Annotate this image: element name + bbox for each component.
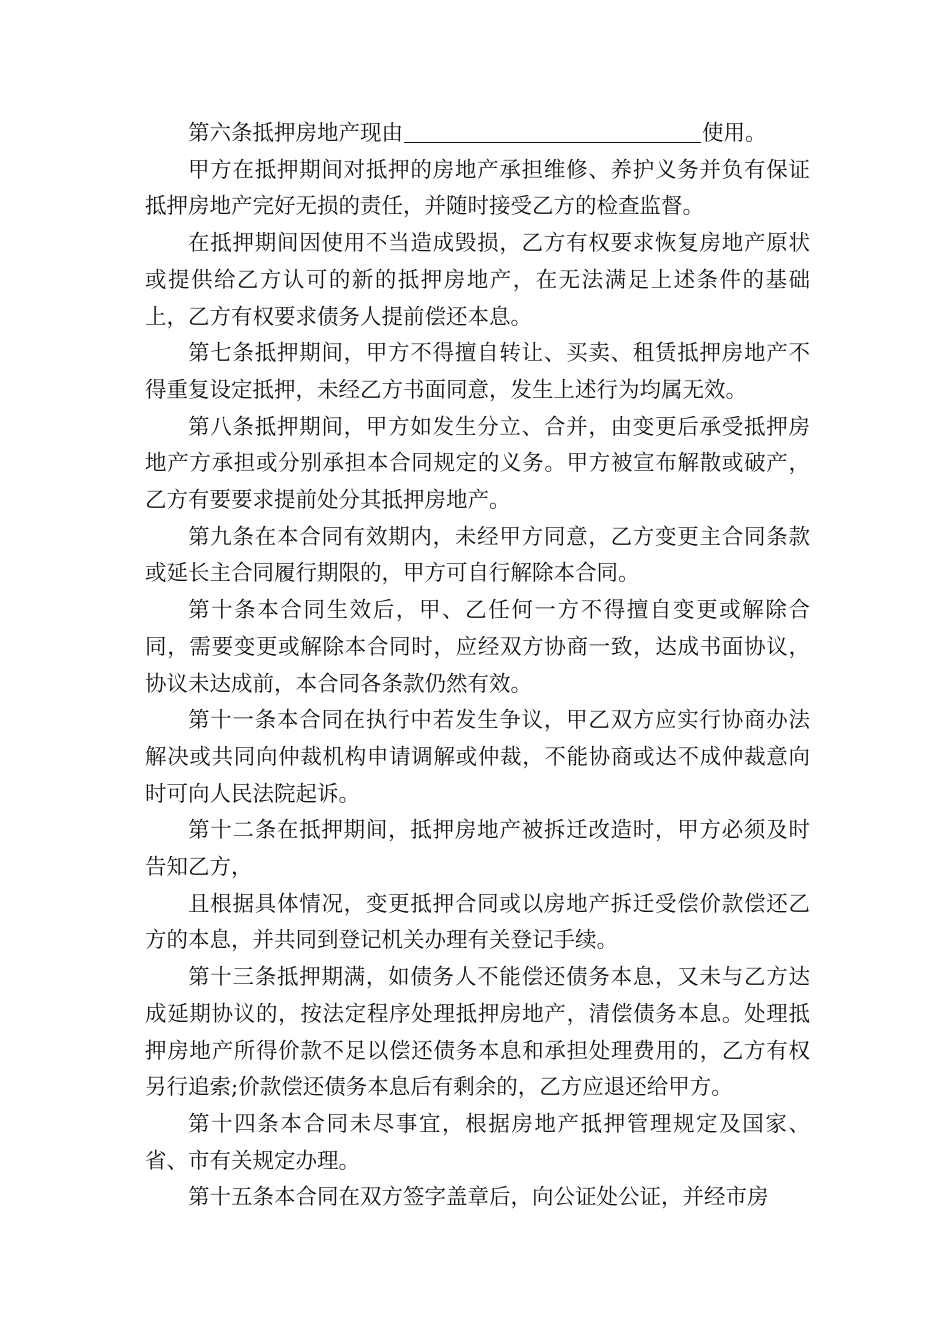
clause-12-continued: 且根据具体情况，变更抵押合同或以房地产拆迁受偿价款偿还乙方的本息，并共同到登记机关办理有关登记手续。 [145,891,810,954]
clause-6-suffix: 使用。 [702,121,767,146]
clause-6-usage [145,116,810,153]
clause-7: 第七条抵押期间，甲方不得擅自转让、买卖、租赁抵押房地产不得重复设定抵押，未经乙方书面同意，发生上述行为均属无效。 [145,341,810,403]
clause-11: 第十一条本合同在执行中若发生争议，甲乙双方应实行协商办法解决或共同向仲裁机构申请调解或仲裁，不能协商或达不成仲裁意向时可向人民法院起诉。 [145,708,810,807]
paragraph-damage: 在抵押期间因使用不当造成毁损，乙方有权要求恢复房地产原状或提供给乙方认可的新的抵押房地产，在无法满足上述条件的基础上，乙方有权要求债务人提前偿还本息。 [145,231,810,330]
paragraph-maintenance: 甲方在抵押期间对抵押的房地产承担维修、养护义务并负有保证抵押房地产完好无损的责任，并随时接受乙方的检查监督。 [145,157,810,220]
clause-10: 第十条本合同生效后，甲、乙任何一方不得擅自变更或解除合同，需要变更或解除本合同时，应经双方协商一致，达成书面协议，协议未达成前，本合同各条款仍然有效。 [145,598,810,697]
contract-body [145,116,810,1217]
usage-blank-field [404,120,701,143]
clause-6-prefix: 第六条抵押房地产现由 [188,121,404,146]
clause-15: 第十五条本合同在双方签字盖章后，向公证处公证，并经市房 [188,1185,769,1211]
clause-8: 第八条抵押期间，甲方如发生分立、合并，由变更后承受抵押房地产方承担或分别承担本合同规定的义务。甲方被宣布解散或破产，乙方有要要求提前处分其抵押房地产。 [145,414,810,514]
clause-14: 第十四条本合同未尽事宜，根据房地产抵押管理规定及国家、省、市有关规定办理。 [145,1111,810,1174]
clause-9: 第九条在本合同有效期内，未经甲方同意，乙方变更主合同条款或延长主合同履行期限的，甲方可自行解除本合同。 [145,524,810,587]
clause-12: 第十二条在抵押期间，抵押房地产被拆迁改造时，甲方必须及时告知乙方， [145,818,810,881]
clause-13: 第十三条抵押期满，如债务人不能偿还债务本息，又未与乙方达成延期协议的，按法定程序处理抵押房地产，清偿债务本息。处理抵押房地产所得价款不足以偿还债务本息和承担处理费用的，乙方有权另行追索;价款偿还债务本息后有剩余的，乙方应退还给甲方。 [145,965,810,1101]
